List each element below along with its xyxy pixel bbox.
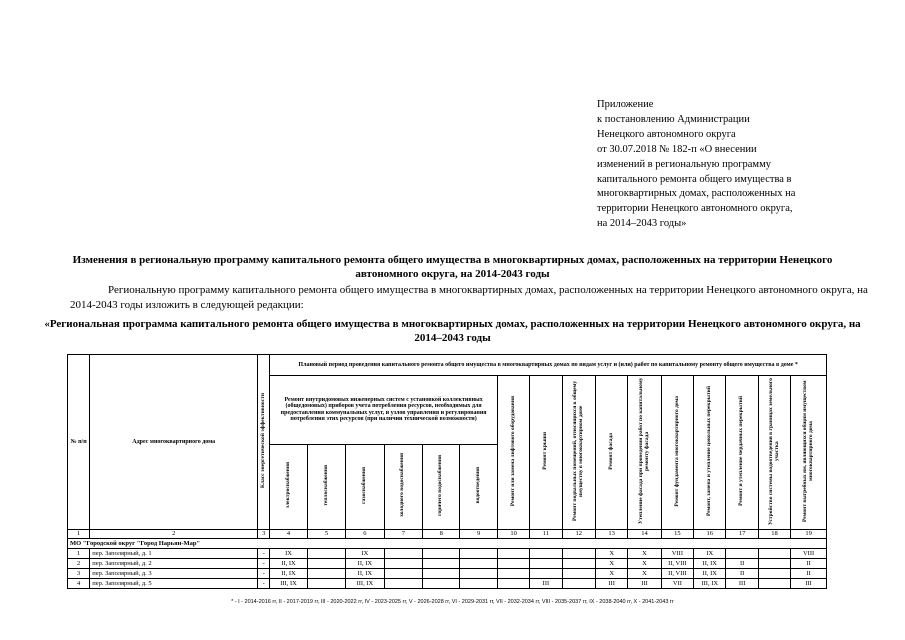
table-body — [68, 548, 827, 588]
table-cell: X — [595, 568, 627, 578]
program-title: «Региональная программа капитального ремонта общего имущества в многоквартирных домах, расположенных на территории Ненецкого автономного округа, на 2014–2043 годы — [44, 318, 861, 344]
table-cell: II — [726, 558, 758, 568]
appendix-line: многоквартирных домах, расположенных на — [597, 188, 796, 200]
appendix-line: Ненецкого автономного округа — [597, 128, 736, 140]
column-number: 1 — [68, 529, 90, 538]
table-cell: III, IX — [270, 578, 307, 588]
table-cell: VIII — [661, 548, 693, 558]
header-address: Адрес многоквартирного дома — [90, 355, 258, 530]
table-cell: - — [258, 558, 270, 568]
table-cell — [497, 568, 529, 578]
table-cell — [530, 548, 562, 558]
table-cell — [758, 558, 790, 568]
table-row — [68, 548, 827, 558]
appendix-line: территории Ненецкого автономного округа, — [597, 203, 793, 215]
table-cell: 4 — [68, 578, 90, 588]
table-cell — [460, 558, 497, 568]
table-cell: II, IX — [346, 558, 384, 568]
table-cell: III, IX — [346, 578, 384, 588]
table-cell: II — [791, 558, 827, 568]
header-roof: Ремонт крыши — [530, 376, 562, 530]
header-energy-class: Класс энергетической эффективности — [258, 355, 270, 530]
column-number: 9 — [460, 529, 497, 538]
table-cell — [307, 548, 345, 558]
table-cell: IX — [346, 548, 384, 558]
table-cell — [530, 568, 562, 578]
column-number: 2 — [90, 529, 258, 538]
header-engineering-systems: Ремонт внутридомовых инженерных систем с установкой коллективных (общедомовых) приборов учета потребления ресурсов, необходимых для предоставления коммунальных услуг, и узлов управления и регулирования потребления этих ресурсов (при наличии технической возможности) — [270, 376, 498, 445]
table-cell: II — [726, 568, 758, 578]
appendix-line: капитального ремонта общего имущества в — [597, 173, 792, 185]
appendix-block — [597, 98, 837, 232]
table-cell — [530, 558, 562, 568]
appendix-line: к постановлению Администрации — [597, 113, 750, 125]
table-cell — [384, 578, 422, 588]
table-cell: IX — [694, 548, 726, 558]
municipality-name: МО "Городской округ "Город Нарьян-Мар" — [68, 538, 827, 548]
table-cell: 1 — [68, 548, 90, 558]
column-number: 18 — [758, 529, 790, 538]
column-number: 16 — [694, 529, 726, 538]
column-number: 4 — [270, 529, 307, 538]
table-cell — [497, 578, 529, 588]
header-gas: газоснабжения — [346, 444, 384, 529]
table-cell — [562, 568, 595, 578]
table-cell: III — [530, 578, 562, 588]
table-cell — [423, 578, 460, 588]
table-cell — [497, 548, 529, 558]
table-cell — [758, 568, 790, 578]
header-cold-water: холодного водоснабжения — [384, 444, 422, 529]
table-cell — [307, 558, 345, 568]
table-cell: X — [628, 548, 661, 558]
appendix-line: на 2014–2043 годы» — [597, 218, 687, 230]
table-cell — [497, 558, 529, 568]
table-cell — [307, 568, 345, 578]
appendix-line: от 30.07.2018 № 182-п «О внесении — [597, 143, 757, 155]
table-cell: VII — [661, 578, 693, 588]
header-number: № п/п — [68, 355, 90, 530]
table-cell: III — [726, 578, 758, 588]
header-electricity: электроснабжения — [270, 444, 307, 529]
table-cell: II, IX — [694, 568, 726, 578]
table-cell — [460, 568, 497, 578]
table-cell — [384, 548, 422, 558]
column-number: 13 — [595, 529, 627, 538]
table-cell: III — [628, 578, 661, 588]
table-cell — [758, 548, 790, 558]
table-cell: - — [258, 548, 270, 558]
table-cell — [758, 578, 790, 588]
table-cell: II, IX — [694, 558, 726, 568]
header-drainage-system: Устройство системы водоотведения в границах земельного участка — [758, 376, 790, 530]
header-hot-water: горячего водоснабжения — [423, 444, 460, 529]
table-cell — [384, 568, 422, 578]
table-row — [68, 568, 827, 578]
table-cell: II, IX — [270, 568, 307, 578]
address-cell: пер. Заполярный, д. 3 — [90, 568, 258, 578]
table-cell: - — [258, 578, 270, 588]
header-foundation: Ремонт фундамента многоквартирного дома — [661, 376, 693, 530]
header-basement: Ремонт подвальных помещений, относящихся к общему имуществу в многоквартирном доме — [562, 376, 595, 530]
changes-title: Изменения в региональную программу капитального ремонта общего имущества в многоквартирных домах, расположенных на территории Ненецкого автономного округа, на 2014-2043 годы — [72, 254, 833, 280]
column-numbers-row — [68, 529, 827, 538]
table-cell: X — [628, 568, 661, 578]
column-number: 7 — [384, 529, 422, 538]
column-number: 17 — [726, 529, 758, 538]
column-number: 19 — [791, 529, 827, 538]
column-number: 14 — [628, 529, 661, 538]
table-cell — [562, 558, 595, 568]
header-attic-floors: Ремонт и утепление чердачных перекрытий — [726, 376, 758, 530]
table-cell: X — [595, 558, 627, 568]
table-cell — [726, 548, 758, 558]
table-cell: - — [258, 568, 270, 578]
table-cell: II, VIII — [661, 558, 693, 568]
header-cesspool: Ремонт выгребных ям, являющихся общим имуществом многоквартирного дома — [791, 376, 827, 530]
table-cell: II, IX — [346, 568, 384, 578]
table-cell: IX — [270, 548, 307, 558]
municipality-row — [68, 538, 827, 548]
program-table — [67, 354, 827, 589]
table-cell — [460, 578, 497, 588]
header-basement-floors: Ремонт, замена и утепление цокольных перекрытий — [694, 376, 726, 530]
column-number: 5 — [307, 529, 345, 538]
column-number: 15 — [661, 529, 693, 538]
table-cell — [423, 568, 460, 578]
column-number: 11 — [530, 529, 562, 538]
header-facade: Ремонт фасада — [595, 376, 627, 530]
table-cell: X — [595, 548, 627, 558]
intro-paragraph: Региональную программу капитального ремонта общего имущества в многоквартирных домах, расположенных на территории Ненецкого автономного округа, на 2014-2043 годы изложить в следующей редакции: — [70, 284, 868, 311]
column-number: 8 — [423, 529, 460, 538]
address-cell: пер. Заполярный, д. 5 — [90, 578, 258, 588]
appendix-line: Приложение — [597, 99, 654, 110]
table-cell — [384, 558, 422, 568]
header-sewerage: водоотведения — [460, 444, 497, 529]
table-row — [68, 558, 827, 568]
header-plan-period: Плановый период проведения капитального ремонта общего имущества в многоквартирных домах по видам услуг и (или) работ по капитальному ремонту общего имущества в доме * — [270, 355, 827, 376]
table-cell: III — [595, 578, 627, 588]
footnote: * - I - 2014-2016 гг, II - 2017-2019 гг, III - 2020-2022 гг, IV - 2023-2025 гг, V - 2026-2028 гг, VI - 2029-2031 гг, VII - 2032-2034 гг, VIII - 2035-2037 гг, IX - 2038-2040 гг, X - 2041-2043 гг — [231, 599, 674, 605]
column-number: 6 — [346, 529, 384, 538]
table-cell: III, IX — [694, 578, 726, 588]
table-cell: II — [791, 568, 827, 578]
table-cell: II, VIII — [661, 568, 693, 578]
table-cell: III — [791, 578, 827, 588]
table-cell — [423, 548, 460, 558]
table-cell — [562, 548, 595, 558]
column-number: 12 — [562, 529, 595, 538]
header-elevator: Ремонт или замена лифтового оборудования — [497, 376, 529, 530]
column-number: 3 — [258, 529, 270, 538]
table-cell — [562, 578, 595, 588]
address-cell: пер. Заполярный, д. 1 — [90, 548, 258, 558]
table-cell: II, IX — [270, 558, 307, 568]
header-facade-insulation: Утепление фасада при проведении работ по капитальному ремонту фасада — [628, 376, 661, 530]
header-heating: теплоснабжения — [307, 444, 345, 529]
table-cell — [307, 578, 345, 588]
appendix-line: изменений в региональную программу — [597, 158, 771, 170]
table-cell — [423, 558, 460, 568]
table-cell — [460, 548, 497, 558]
table-row — [68, 578, 827, 588]
address-cell: пер. Заполярный, д. 2 — [90, 558, 258, 568]
column-number: 10 — [497, 529, 529, 538]
table-cell: 3 — [68, 568, 90, 578]
table-cell: X — [628, 558, 661, 568]
table-cell: 2 — [68, 558, 90, 568]
table-cell: VIII — [791, 548, 827, 558]
